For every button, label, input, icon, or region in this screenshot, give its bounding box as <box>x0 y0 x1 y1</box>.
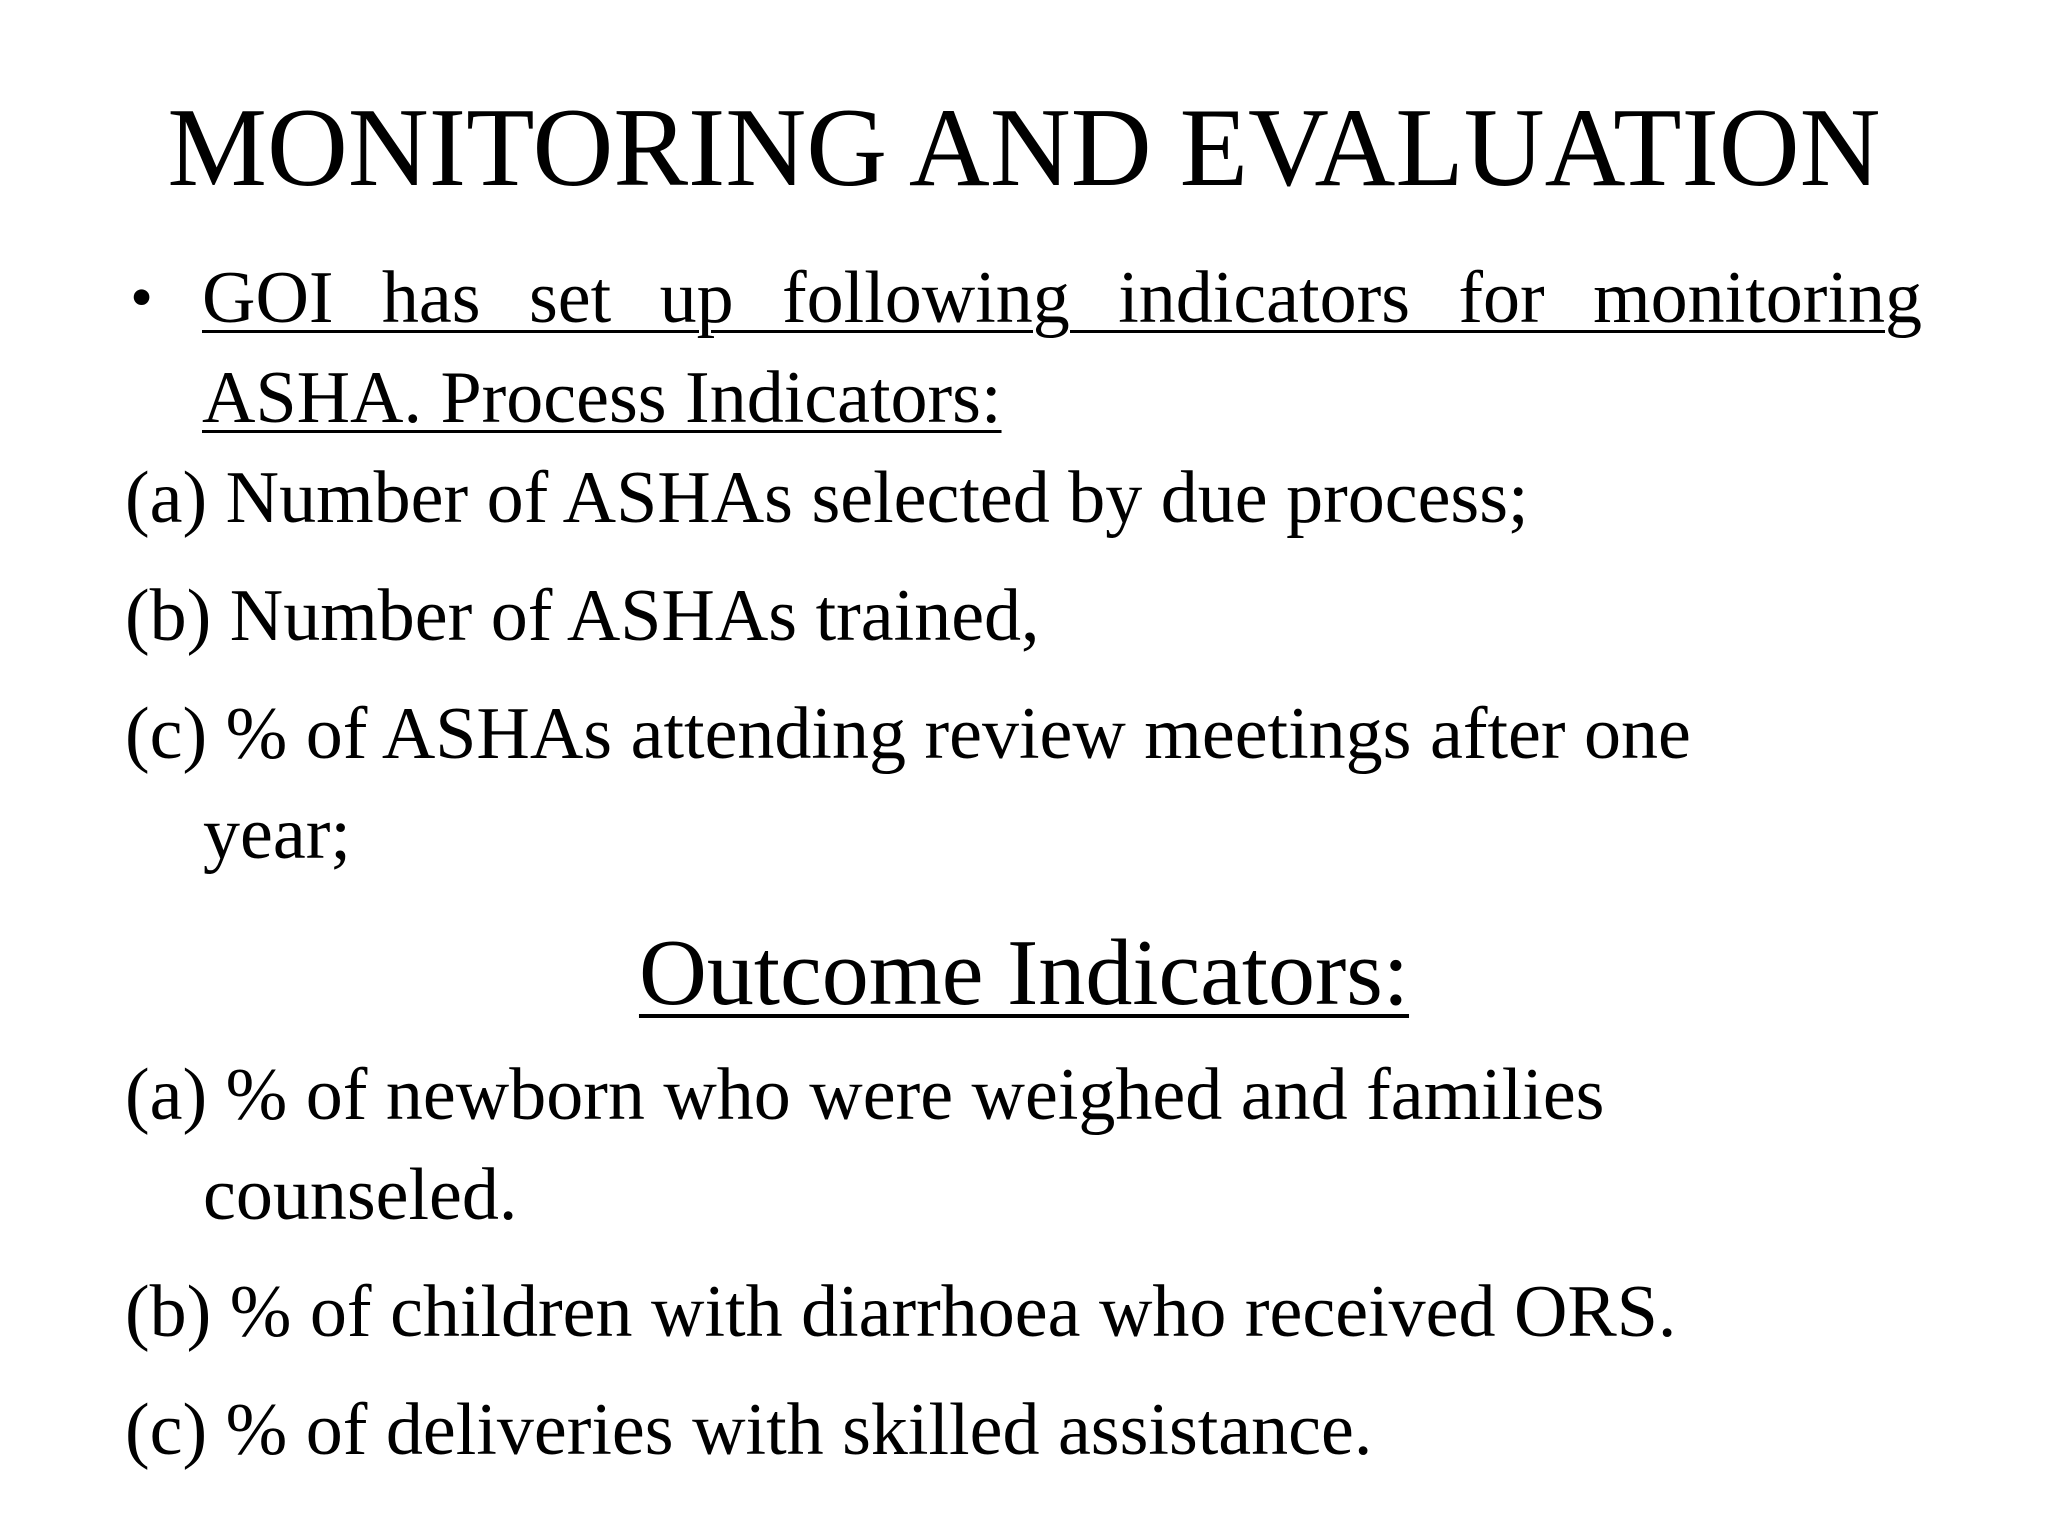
process-item-b <box>125 566 1845 666</box>
outcome-item-c-line1: (c) % of deliveries with skilled assistance. <box>125 1389 1373 1471</box>
outcome-item-a-line1: (a) % of newborn who were weighed and families <box>125 1054 1605 1136</box>
outcome-heading-text: Outcome Indicators: <box>638 921 1410 1025</box>
outcome-item-c <box>125 1380 1845 1480</box>
outcome-heading <box>0 918 2048 1028</box>
process-item-c-line2: year; <box>203 793 351 875</box>
process-item-c <box>125 684 1845 884</box>
bullet-icon: • <box>130 261 154 334</box>
slide-title: MONITORING AND EVALUATION <box>167 86 1881 210</box>
outcome-item-a-line2: counseled. <box>203 1154 518 1236</box>
outcome-item-b-line1: (b) % of children with diarrhoea who received ORS. <box>125 1271 1677 1353</box>
process-item-c-line1: (c) % of ASHAs attending review meetings after one <box>125 693 1691 775</box>
outcome-item-a <box>125 1045 1845 1245</box>
process-item-b-line1: (b) Number of ASHAs trained, <box>125 575 1040 657</box>
intro-text: GOI has set up following indicators for monitoring ASHA. Process Indicators: <box>202 257 1922 439</box>
process-item-a <box>125 448 1845 548</box>
process-item-a-line1: (a) Number of ASHAs selected by due process; <box>125 457 1529 539</box>
outcome-item-b <box>125 1262 1845 1362</box>
